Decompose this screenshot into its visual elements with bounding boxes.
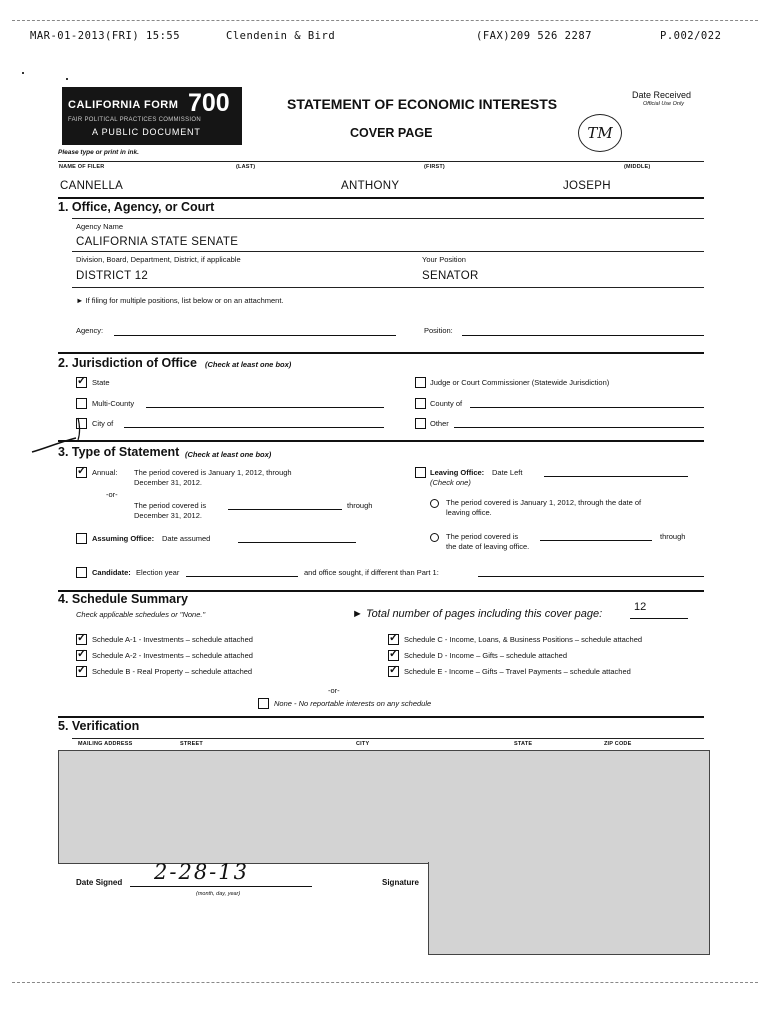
office-sought-label: and office sought, if different than Part 1: xyxy=(304,568,439,577)
schedule-c-label: Schedule C - Income, Loans, & Business Positions – schedule attached xyxy=(404,635,643,644)
scan-speck xyxy=(66,78,68,80)
schedule-a1-checkbox[interactable] xyxy=(76,634,87,645)
redacted-address-block xyxy=(58,750,710,864)
received-stamp: TM xyxy=(578,114,622,152)
schedule-or: -or- xyxy=(328,686,340,695)
filer-middle-name: JOSEPH xyxy=(563,180,611,192)
position-field-line[interactable] xyxy=(462,335,704,336)
agency-bottom-rule xyxy=(72,251,704,252)
section4-title: 4. Schedule Summary xyxy=(58,592,188,606)
judge-label: Judge or Court Commissioner (Statewide Jurisdiction) xyxy=(430,378,610,387)
division-value: DISTRICT 12 xyxy=(76,270,149,282)
annual-label: Annual: xyxy=(92,468,118,477)
election-year-label: Election year xyxy=(136,568,180,577)
none-label: None - No reportable interests on any schedule xyxy=(274,699,432,708)
agency-field-label: Agency: xyxy=(76,326,104,335)
division-bottom-rule xyxy=(72,287,704,288)
street-label: STREET xyxy=(180,741,203,747)
fax-bottom-border xyxy=(12,982,758,983)
assuming-office-checkbox[interactable] xyxy=(76,533,87,544)
leaving-option-2-line[interactable] xyxy=(540,540,652,541)
agency-top-rule xyxy=(72,218,704,219)
section1-title: 1. Office, Agency, or Court xyxy=(58,200,215,214)
form-number: 700 xyxy=(188,89,230,117)
filer-first-name: ANTHONY xyxy=(341,180,400,192)
date-signed-line xyxy=(130,886,312,887)
leaving-option-2-text-2: the date of leaving office. xyxy=(446,542,530,551)
period-text-1: The period covered is xyxy=(134,501,207,510)
section2-rule xyxy=(58,352,704,354)
section2-title: 2. Jurisdiction of Office xyxy=(58,356,197,370)
total-pages-line xyxy=(630,618,688,619)
ink-instruction: Please type or print in ink. xyxy=(58,149,139,156)
filer-last-name: CANNELLA xyxy=(60,180,124,192)
state-checkbox[interactable] xyxy=(76,377,87,388)
leaving-option-1-text-2: leaving office. xyxy=(446,508,492,517)
name-of-filer-label: NAME OF FILER xyxy=(59,164,105,170)
candidate-checkbox[interactable] xyxy=(76,567,87,578)
scan-speck xyxy=(22,72,24,74)
none-checkbox[interactable] xyxy=(258,698,269,709)
date-received-label: Date Received xyxy=(632,90,692,100)
city-label-5: CITY xyxy=(356,741,370,747)
public-document-label: A PUBLIC DOCUMENT xyxy=(92,127,201,137)
period-text-2: December 31, 2012. xyxy=(134,511,202,520)
mailing-address-label: MAILING ADDRESS xyxy=(78,741,133,747)
schedule-e-checkbox[interactable] xyxy=(388,666,399,677)
last-name-label: (LAST) xyxy=(236,164,256,170)
official-use-label: Official Use Only xyxy=(643,101,684,107)
fax-top-border xyxy=(12,20,758,21)
multiple-positions-note: ► If filing for multiple positions, list below or on an attachment. xyxy=(76,296,284,305)
section5-title: 5. Verification xyxy=(58,719,140,733)
section3-title: 3. Type of Statement xyxy=(58,445,180,459)
section3-hint: (Check at least one box) xyxy=(185,450,272,459)
form-name: CALIFORNIA FORM xyxy=(68,99,179,111)
date-signed-label: Date Signed xyxy=(76,878,123,887)
date-assumed-line[interactable] xyxy=(238,542,356,543)
signature-label: Signature xyxy=(382,878,419,887)
total-pages-value: 12 xyxy=(634,601,647,613)
city-line[interactable] xyxy=(124,427,384,428)
position-value: SENATOR xyxy=(422,270,479,282)
multi-county-label: Multi-County xyxy=(92,399,135,408)
leaving-option-1-text: The period covered is January 1, 2012, through the date of xyxy=(446,498,642,507)
leaving-office-label: Leaving Office: xyxy=(430,468,485,477)
schedule-a2-checkbox[interactable] xyxy=(76,650,87,661)
agency-name-value: CALIFORNIA STATE SENATE xyxy=(76,236,239,248)
form-700-badge xyxy=(62,87,242,145)
multi-county-checkbox[interactable] xyxy=(76,398,87,409)
schedule-c-checkbox[interactable] xyxy=(388,634,399,645)
schedule-b-label: Schedule B - Real Property – schedule attached xyxy=(92,667,253,676)
date-left-label: Date Left xyxy=(492,468,523,477)
leaving-option-1-radio[interactable] xyxy=(430,499,439,508)
other-line[interactable] xyxy=(454,427,704,428)
agency-name-label: Agency Name xyxy=(76,222,124,231)
annual-text-1: The period covered is January 1, 2012, through xyxy=(134,468,292,477)
office-sought-line[interactable] xyxy=(478,576,704,577)
schedule-d-checkbox[interactable] xyxy=(388,650,399,661)
leaving-option-2-radio[interactable] xyxy=(430,533,439,542)
agency-field-line[interactable] xyxy=(114,335,396,336)
county-line[interactable] xyxy=(470,407,704,408)
schedule-a1-label: Schedule A-1 - Investments – schedule attached xyxy=(92,635,253,644)
schedule-e-label: Schedule E - Income – Gifts – Travel Payments – schedule attached xyxy=(404,667,631,676)
leaving-option-2-text: The period covered is xyxy=(446,532,519,541)
annual-checkbox[interactable] xyxy=(76,467,87,478)
section1-rule xyxy=(58,197,704,199)
fax-sender: Clendenin & Bird xyxy=(226,30,336,42)
date-format-hint: (month, day, year) xyxy=(196,891,241,897)
state-label-5: STATE xyxy=(514,741,533,747)
election-year-line[interactable] xyxy=(186,576,298,577)
position-label: Your Position xyxy=(422,255,466,264)
multi-county-line[interactable] xyxy=(146,407,384,408)
form-title: STATEMENT OF ECONOMIC INTERESTS xyxy=(287,96,558,112)
schedule-b-checkbox[interactable] xyxy=(76,666,87,677)
leaving-office-checkbox[interactable] xyxy=(415,467,426,478)
fax-page: P.002/022 xyxy=(660,30,722,42)
form-subtitle: COVER PAGE xyxy=(350,126,433,140)
section3-rule xyxy=(58,440,704,442)
candidate-label: Candidate: xyxy=(92,568,131,577)
section5-rule xyxy=(58,716,704,718)
redacted-signature-block xyxy=(428,862,710,955)
fax-datetime: MAR-01-2013(FRI) 15:55 xyxy=(30,30,181,42)
annual-or: -or- xyxy=(106,490,118,499)
commission-name: FAIR POLITICAL PRACTICES COMMISSION xyxy=(68,117,201,123)
schedule-a2-label: Schedule A-2 - Investments – schedule attached xyxy=(92,651,253,660)
section2-hint: (Check at least one box) xyxy=(205,360,292,369)
middle-name-label: (MIDDLE) xyxy=(624,164,651,170)
name-top-rule xyxy=(58,161,704,162)
period-through: through xyxy=(347,501,373,510)
position-field-label: Position: xyxy=(424,326,453,335)
date-left-line[interactable] xyxy=(544,476,688,477)
check-one-label: (Check one) xyxy=(430,478,471,487)
fax-number: (FAX)209 526 2287 xyxy=(476,30,592,42)
state-label: State xyxy=(92,378,110,387)
other-label: Other xyxy=(430,419,449,428)
division-label: Division, Board, Department, District, if applicable xyxy=(76,255,241,264)
city-label: City of xyxy=(92,419,114,428)
address-top-rule xyxy=(72,738,704,739)
other-checkbox[interactable] xyxy=(415,418,426,429)
date-assumed-label: Date assumed xyxy=(162,534,211,543)
date-signed-value: 2-28-13 xyxy=(154,860,249,884)
total-pages-label: ► Total number of pages including this cover page: xyxy=(352,608,603,620)
first-name-label: (FIRST) xyxy=(424,164,445,170)
zip-label: ZIP CODE xyxy=(604,741,632,747)
margin-pen-mark xyxy=(28,414,88,460)
assuming-office-label: Assuming Office: xyxy=(92,534,155,543)
county-label: County of xyxy=(430,399,463,408)
leaving-option-2-through: through xyxy=(660,532,686,541)
schedule-d-label: Schedule D - Income – Gifts – schedule attached xyxy=(404,651,568,660)
annual-text-2: December 31, 2012. xyxy=(134,478,202,487)
judge-checkbox[interactable] xyxy=(415,377,426,388)
period-date-line[interactable] xyxy=(228,509,342,510)
county-checkbox[interactable] xyxy=(415,398,426,409)
section4-hint: Check applicable schedules or "None." xyxy=(76,610,206,619)
